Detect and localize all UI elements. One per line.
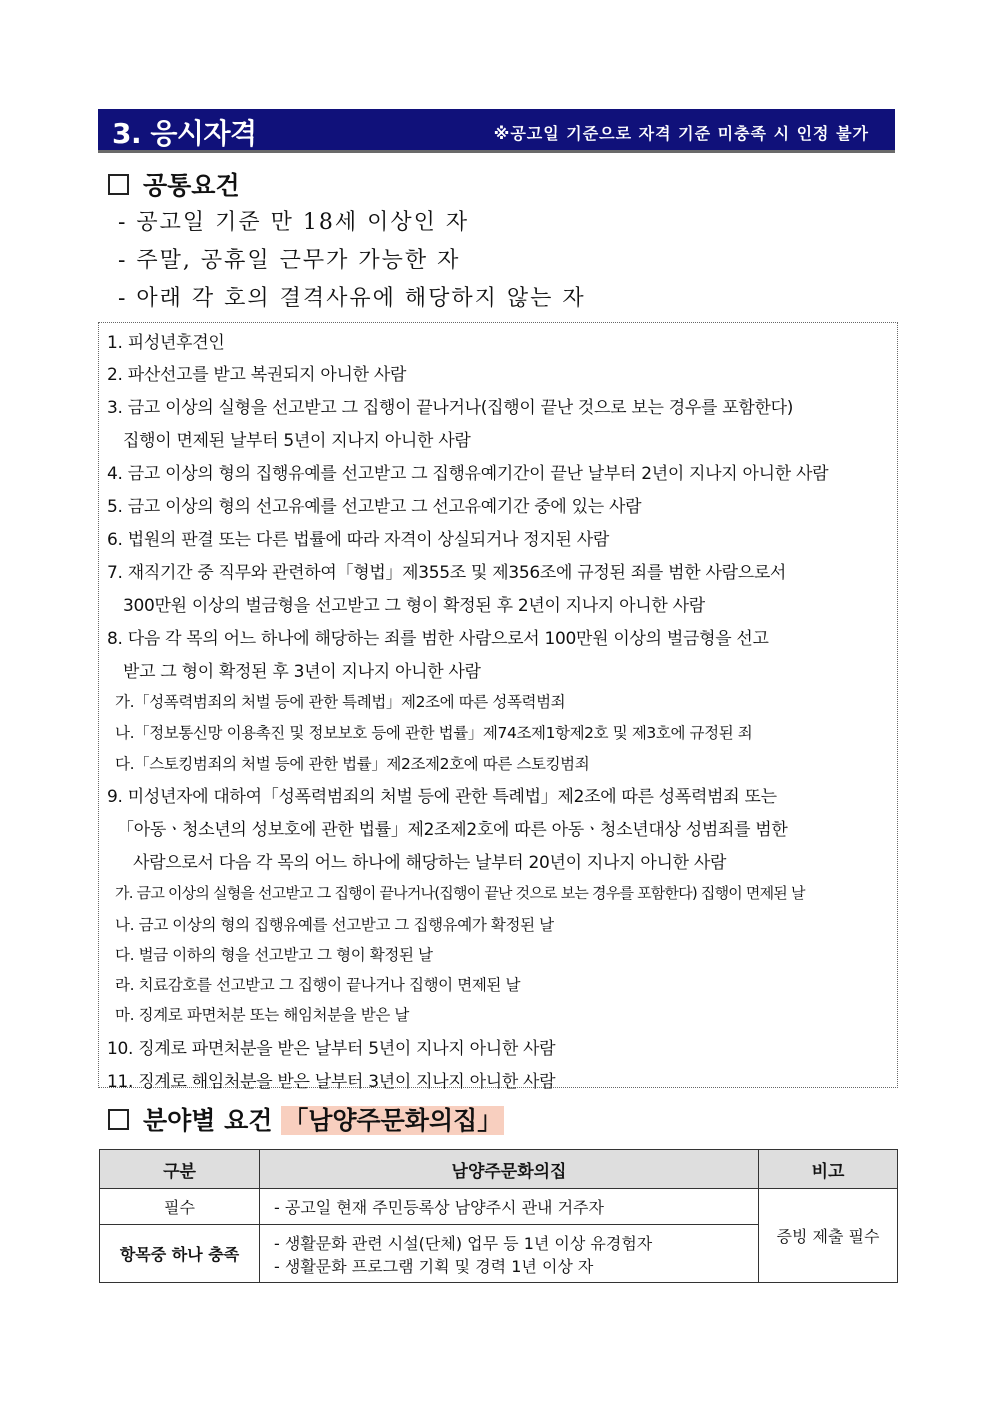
- row-label: 필수: [100, 1189, 260, 1225]
- checkbox-icon: [108, 174, 129, 195]
- row-content-line: - 생활문화 관련 시설(단체) 업무 등 1년 이상 유경험자: [274, 1233, 653, 1253]
- disq-line: 6. 법원의 판결 또는 다른 법률에 따라 자격이 상실되거나 정지된 사람: [107, 530, 609, 550]
- disqualification-box: [98, 322, 898, 1092]
- disq-subline: 가.「성폭력범죄의 처벌 등에 관한 특례법」제2조에 따른 성폭력범죄: [115, 693, 566, 711]
- disq-line: 4. 금고 이상의 형의 집행유예를 선고받고 그 집행유예기간이 끝난 날부터 2년이 지나지 아니한 사람: [107, 464, 829, 484]
- row-content-line: - 생활문화 프로그램 기획 및 경력 1년 이상 자: [274, 1256, 594, 1276]
- disq-line: 5. 금고 이상의 형의 선고유예를 선고받고 그 선고유예기간 중에 있는 사람: [107, 497, 642, 517]
- disq-line: 7. 재직기간 중 직무와 관련하여「형법」제355조 및 제356조에 규정된 죄를 범한 사람으로서: [107, 563, 787, 583]
- disq-subline: 라. 치료감호를 선고받고 그 집행이 끝나거나 집행이 면제된 날: [115, 976, 521, 994]
- field-requirements-table: [99, 1149, 898, 1283]
- disq-line: 사람으로서 다음 각 목의 어느 하나에 해당하는 날부터 20년이 지나지 아니한 사람: [133, 853, 727, 873]
- disq-line: 9. 미성년자에 대하여「성폭력범죄의 처벌 등에 관한 특례법」제2조에 따른 성폭력범죄 또는: [107, 787, 777, 807]
- common-heading-text: 공통요건: [143, 171, 240, 200]
- disq-line: 2. 파산선고를 받고 복권되지 아니한 사람: [107, 365, 407, 385]
- field-heading-text: 분야별 요건: [143, 1106, 273, 1135]
- table-row: [100, 1189, 898, 1225]
- common-requirement-1: - 공고일 기준 만 18세 이상인 자: [118, 210, 470, 235]
- disq-subline: 나. 금고 이상의 형의 집행유예를 선고받고 그 집행유예가 확정된 날: [115, 916, 554, 934]
- disq-subline: 다.「스토킹범죄의 처벌 등에 관한 법률」제2조제2호에 따른 스토킹범죄: [115, 755, 590, 773]
- disq-line: 1. 피성년후견인: [107, 333, 225, 353]
- table-header: 남양주문화의집: [260, 1150, 759, 1189]
- section-note: ※공고일 기준으로 자격 기준 미충족 시 인정 불가: [493, 124, 869, 143]
- row-content: - 공고일 현재 주민등록상 남양주시 관내 거주자: [260, 1189, 759, 1225]
- disq-line: 300만원 이상의 벌금형을 선고받고 그 형이 확정된 후 2년이 지나지 아니한 사람: [123, 596, 705, 616]
- disq-line: 11. 징계로 해임처분을 받은 날부터 3년이 지나지 아니한 사람: [107, 1072, 556, 1092]
- table-header: 구분: [100, 1150, 260, 1189]
- disq-line: 「아동ㆍ청소년의 성보호에 관한 법률」제2조제2호에 따른 아동ㆍ청소년대상 성범죄를 범한: [117, 820, 788, 840]
- table-header: 비고: [759, 1150, 898, 1189]
- disq-subline: 나.「정보통신망 이용촉진 및 정보보호 등에 관한 법률」제74조제1항제2호 및 제3호에 규정된 죄: [115, 724, 753, 742]
- section-title: 3. 응시자격: [112, 117, 257, 150]
- disq-line: 받고 그 형이 확정된 후 3년이 지나지 아니한 사람: [123, 662, 481, 682]
- disq-subline: 다. 벌금 이하의 형을 선고받고 그 형이 확정된 날: [115, 946, 433, 964]
- disq-line: 3. 금고 이상의 실형을 선고받고 그 집행이 끝나거나(집행이 끝난 것으로 보는 경우를 포함한다): [107, 398, 794, 418]
- row-content: [260, 1225, 759, 1283]
- disq-line: 집행이 면제된 날부터 5년이 지나지 아니한 사람: [123, 431, 471, 451]
- table-note: 증빙 제출 필수: [759, 1189, 898, 1283]
- table-header-row: [100, 1150, 898, 1189]
- common-requirement-2: - 주말, 공휴일 근무가 가능한 자: [118, 248, 461, 273]
- common-requirement-3: - 아래 각 호의 결격사유에 해당하지 않는 자: [118, 286, 586, 311]
- common-requirements-heading: [108, 166, 240, 202]
- row-label: 항목중 하나 충족: [100, 1225, 260, 1283]
- disq-line: 10. 징계로 파면처분을 받은 날부터 5년이 지나지 아니한 사람: [107, 1039, 556, 1059]
- section-header-bar: [98, 109, 895, 153]
- disq-subline: 가. 금고 이상의 실형을 선고받고 그 집행이 끝나거나(집행이 끝난 것으로 보는 경우를 포함한다) 집행이 면제된 날: [115, 884, 805, 902]
- field-requirements-heading: [108, 1101, 504, 1137]
- field-highlight: 「남양주문화의집」: [283, 1106, 503, 1135]
- disq-subline: 마. 징계로 파면처분 또는 해임처분을 받은 날: [115, 1006, 410, 1024]
- disq-line: 8. 다음 각 목의 어느 하나에 해당하는 죄를 범한 사람으로서 100만원 이상의 벌금형을 선고: [107, 629, 769, 649]
- checkbox-icon: [108, 1109, 129, 1130]
